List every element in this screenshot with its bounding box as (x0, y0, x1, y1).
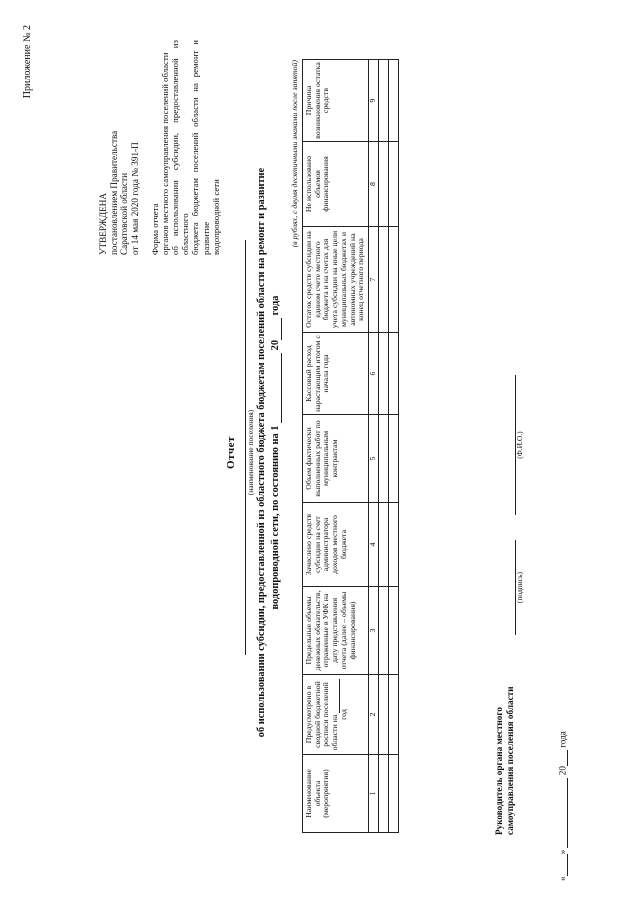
table-empty-row (379, 60, 389, 833)
table-cell (379, 587, 389, 675)
date-close-quote: » (557, 849, 568, 855)
table-cell (379, 227, 389, 333)
signatory-title-line1: Руководитель органа местного (494, 707, 504, 835)
report-table (302, 59, 399, 833)
table-header-cell: Не использовано объемов финансирования (303, 142, 369, 227)
column-number: 6 (369, 333, 379, 415)
table-header-cell: Зачислено средств субсидии на счет администратора доходов местного бюджета (303, 503, 369, 587)
approved-line: Саратовской области (119, 172, 130, 255)
form-description-line: водопроводной сети (210, 179, 221, 255)
signature-caption: (подпись) (515, 571, 524, 604)
table-cell (379, 503, 389, 587)
subtitle-part: 20 (270, 339, 281, 351)
year-blank-line (557, 750, 568, 766)
table-cell (389, 755, 399, 833)
column-number: 2 (369, 675, 379, 755)
table-cell (379, 415, 389, 503)
table-header-cell: Причина возникновения остатка средств (303, 60, 369, 142)
table-cell (389, 415, 399, 503)
form-description (150, 40, 221, 255)
units-note: (в рублях, с двумя десятичными знаками после запятой) (290, 60, 299, 248)
table-cell (389, 333, 399, 415)
signatory-title-line2: самоуправления поселения области (505, 686, 515, 835)
settlement-caption: (наименование поселения) (246, 409, 255, 496)
approved-title: УТВЕРЖДЕНА (98, 192, 108, 255)
table-cell (379, 60, 389, 142)
table-header-row (303, 60, 369, 833)
form-description-line: бюджета бюджетам поселений области на ремонт и развитие (190, 40, 211, 255)
table-cell (379, 333, 389, 415)
table-empty-row (389, 60, 399, 833)
day-blank-line (557, 854, 568, 876)
appendix-label: Приложение № 2 (22, 25, 33, 99)
table-cell (389, 503, 399, 587)
date-century: 20 (557, 766, 568, 776)
date-open-quote: « (557, 876, 568, 881)
date-blank-line (271, 353, 282, 423)
date-line (557, 731, 568, 881)
table-header-cell: Объем фактически выполненных работ по муниципальным контрактам (303, 415, 369, 503)
table-header-cell: Остаток средств субсидии на едином счете местного бюджета и на счетах для учета субсидии на иные цели муниципальных бюджетах и автономных учреждений на конец отчетного периода (303, 227, 369, 333)
form-description-line: об использовании субсидии, предоставленной из областного (170, 40, 191, 255)
year-blank-line (271, 318, 282, 340)
subtitle-part: водопроводной сети, по состоянию на 1 (270, 425, 281, 610)
table-cell (379, 755, 389, 833)
name-caption: (Ф.И.О.) (515, 431, 524, 459)
table-header-cell (303, 675, 369, 755)
form-description-line: органов местного самоуправления поселений области (160, 52, 171, 255)
column-number: 4 (369, 503, 379, 587)
table-header-cell: Кассовый расход нарастающим итогом с начала года (303, 333, 369, 415)
year-blank-line (332, 679, 340, 713)
report-subtitle-line2 (270, 0, 282, 905)
table-header-cell: Наименование объекта (мероприятия) (303, 755, 369, 833)
table-cell (389, 142, 399, 227)
report-subtitle-line1: об использовании субсидии, предоставленной из областного бюджета бюджетам поселений области на ремонт и развитие (256, 167, 267, 738)
approved-line: от 14 мая 2020 года № 391-П (129, 142, 140, 255)
column-number: 9 (369, 60, 379, 142)
form-description-line: Форма отчета (150, 203, 160, 255)
table-column-number-row (369, 60, 379, 833)
table-header-text: Предусмотрено в сводной бюджетной росписи поселений области на (304, 681, 340, 751)
column-number: 8 (369, 142, 379, 227)
report-title: Отчет (225, 436, 237, 469)
column-number: 7 (369, 227, 379, 333)
subtitle-part: года (270, 295, 281, 316)
table-header-year-suffix: год (338, 709, 348, 720)
approval-block (98, 55, 140, 255)
column-number: 5 (369, 415, 379, 503)
table-cell (379, 675, 389, 755)
table-cell (379, 142, 389, 227)
table-cell (389, 60, 399, 142)
table-header-cell: Предельные объемы денежных обязательств, отраженные в УФК на дату представления отчета (далее – объемы финансирования) (303, 587, 369, 675)
month-blank-line (557, 778, 568, 848)
column-number: 3 (369, 587, 379, 675)
table-cell (389, 227, 399, 333)
column-number: 1 (369, 755, 379, 833)
date-year-word: года (557, 731, 568, 748)
table-cell (389, 675, 399, 755)
approved-line: постановлением Правительства (108, 130, 119, 255)
table-cell (389, 587, 399, 675)
